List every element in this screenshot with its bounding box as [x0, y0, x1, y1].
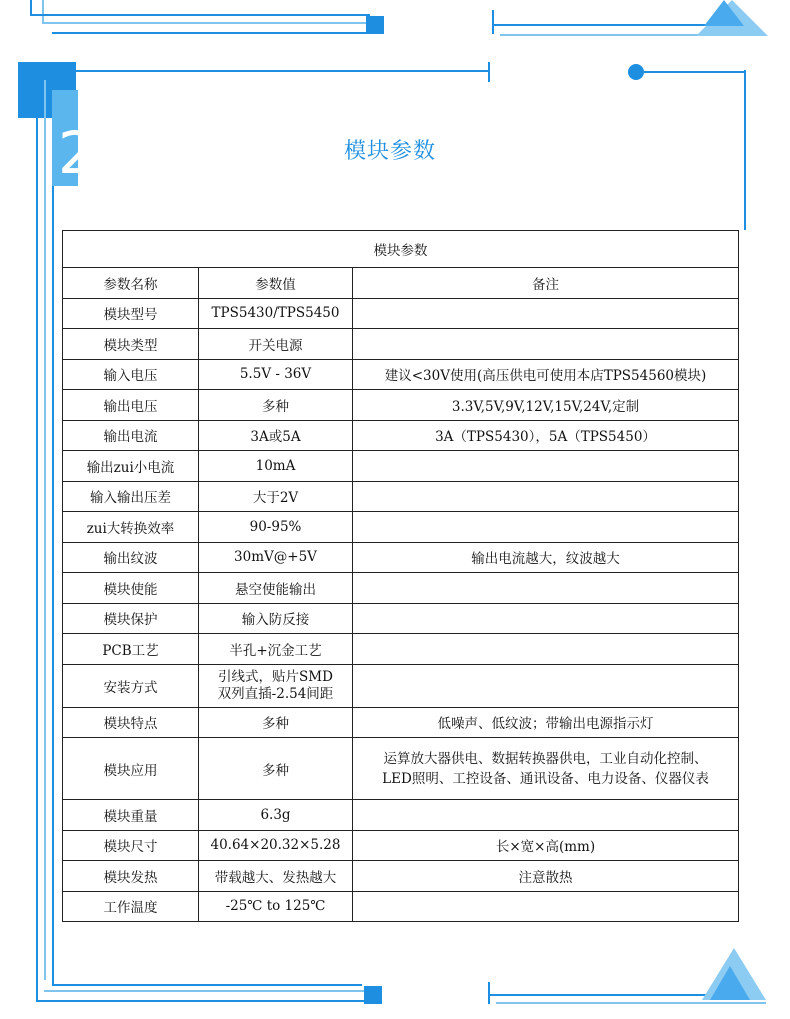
frame-line: [496, 1002, 766, 1004]
param-name: 模块应用: [63, 738, 199, 800]
param-name: 输出电压: [63, 390, 199, 421]
param-value: -25℃ to 125℃: [199, 891, 353, 922]
param-note-line: LED照明、工控设备、通讯设备、电力设备、仪器仪表: [382, 770, 709, 787]
param-value-line: 双列直插-2.54间距: [217, 685, 334, 702]
table-row: [63, 359, 739, 390]
table-row: [63, 830, 739, 861]
param-name: 模块发热: [63, 861, 199, 892]
param-name: 安装方式: [63, 664, 199, 707]
param-name: 输出电流: [63, 420, 199, 451]
frame-square: [364, 986, 382, 1004]
frame-line: [488, 982, 490, 1004]
frame-line: [492, 10, 494, 34]
table-row: [63, 603, 739, 634]
param-value: 带载越大、发热越大: [199, 861, 353, 892]
param-name: 模块类型: [63, 329, 199, 360]
section-number: 2: [58, 119, 95, 187]
param-value: 多种: [199, 390, 353, 421]
param-note: [353, 738, 739, 800]
param-value: 半孔+沉金工艺: [199, 634, 353, 665]
table-header-row: [63, 268, 739, 299]
param-value: 大于2V: [199, 481, 353, 512]
param-note: 3A（TPS5430），5A（TPS5450）: [353, 420, 739, 451]
param-value: 输入防反接: [199, 603, 353, 634]
param-note: 注意散热: [353, 861, 739, 892]
frame-line: [44, 990, 364, 992]
param-value: 多种: [199, 707, 353, 738]
frame-line: [52, 186, 54, 986]
param-name: 输出zui小电流: [63, 451, 199, 482]
table-row: [63, 800, 739, 831]
frame-line: [42, 0, 44, 22]
param-note: 建议<30V使用(高压供电可使用本店TPS54560模块): [353, 359, 739, 390]
param-note: 低噪声、低纹波；带输出电源指示灯: [353, 707, 739, 738]
param-value-line: 引线式，贴片SMD: [218, 668, 333, 685]
param-value: 90-95%: [199, 512, 353, 543]
frame-line: [30, 14, 370, 16]
param-value: TPS5430/TPS5450: [199, 298, 353, 329]
param-note: 3.3V,5V,9V,12V,15V,24V,定制: [353, 390, 739, 421]
param-note: 输出电流越大，纹波越大: [353, 542, 739, 573]
frame-line: [30, 0, 32, 14]
param-value: 5.5V - 36V: [199, 359, 353, 390]
param-value: 6.3g: [199, 800, 353, 831]
table-row: [63, 542, 739, 573]
param-value: 30mV@+5V: [199, 542, 353, 573]
param-name: 模块型号: [63, 298, 199, 329]
table-row: [63, 390, 739, 421]
frame-line: [492, 24, 712, 26]
param-name: 模块尺寸: [63, 830, 199, 861]
frame-line: [744, 70, 746, 230]
param-note: [353, 329, 739, 360]
param-name: 输入输出压差: [63, 481, 199, 512]
table-row: [63, 481, 739, 512]
table-row: [63, 420, 739, 451]
param-note: [353, 800, 739, 831]
table-row: [63, 707, 739, 738]
header-cell: 参数名称: [63, 268, 199, 299]
table-row: [63, 451, 739, 482]
table-row: [63, 298, 739, 329]
param-value: 悬空使能输出: [199, 573, 353, 604]
triangle-decoration: [704, 0, 744, 26]
param-name: 模块重量: [63, 800, 199, 831]
section-title: 模块参数: [343, 139, 436, 164]
param-note: 长×宽×高(mm): [353, 830, 739, 861]
param-name: 模块特点: [63, 707, 199, 738]
param-note: [353, 664, 739, 707]
frame-square: [366, 16, 384, 34]
parameter-table: [62, 230, 739, 922]
param-note: [353, 298, 739, 329]
param-value: 3A或5A: [199, 420, 353, 451]
table-caption: 模块参数: [63, 231, 739, 268]
table-row: [63, 664, 739, 707]
param-note-line: 运算放大器供电、数据转换器供电，工业自动化控制、: [383, 750, 708, 767]
param-note: [353, 451, 739, 482]
frame-line: [36, 70, 490, 72]
frame-line: [42, 22, 372, 24]
table-row: [63, 861, 739, 892]
param-name: 模块使能: [63, 573, 199, 604]
table-row: [63, 738, 739, 800]
param-value: [199, 664, 353, 707]
param-note: [353, 573, 739, 604]
param-name: PCB工艺: [63, 634, 199, 665]
table-row: [63, 634, 739, 665]
param-value: 40.64×20.32×5.28: [199, 830, 353, 861]
param-note: [353, 634, 739, 665]
param-name: 工作温度: [63, 891, 199, 922]
triangle-decoration: [710, 966, 750, 1000]
frame-line: [36, 1000, 366, 1002]
header-cell: 参数值: [199, 268, 353, 299]
frame-line: [488, 62, 490, 82]
frame-line: [36, 70, 38, 1000]
table-caption-row: [63, 231, 739, 268]
frame-line: [52, 984, 362, 986]
param-name: 模块保护: [63, 603, 199, 634]
param-value: 10mA: [199, 451, 353, 482]
param-value: 开关电源: [199, 329, 353, 360]
param-name: 输出纹波: [63, 542, 199, 573]
param-name: 输入电压: [63, 359, 199, 390]
header-cell: 备注: [353, 268, 739, 299]
table-row: [63, 891, 739, 922]
table-row: [63, 573, 739, 604]
table-row: [63, 329, 739, 360]
param-note: [353, 891, 739, 922]
param-value: 多种: [199, 738, 353, 800]
frame-line: [52, 32, 382, 34]
param-note: [353, 512, 739, 543]
param-name: zui大转换效率: [63, 512, 199, 543]
table-row: [63, 512, 739, 543]
frame-line: [44, 80, 46, 980]
param-note: [353, 603, 739, 634]
frame-line: [640, 71, 746, 73]
param-note: [353, 481, 739, 512]
